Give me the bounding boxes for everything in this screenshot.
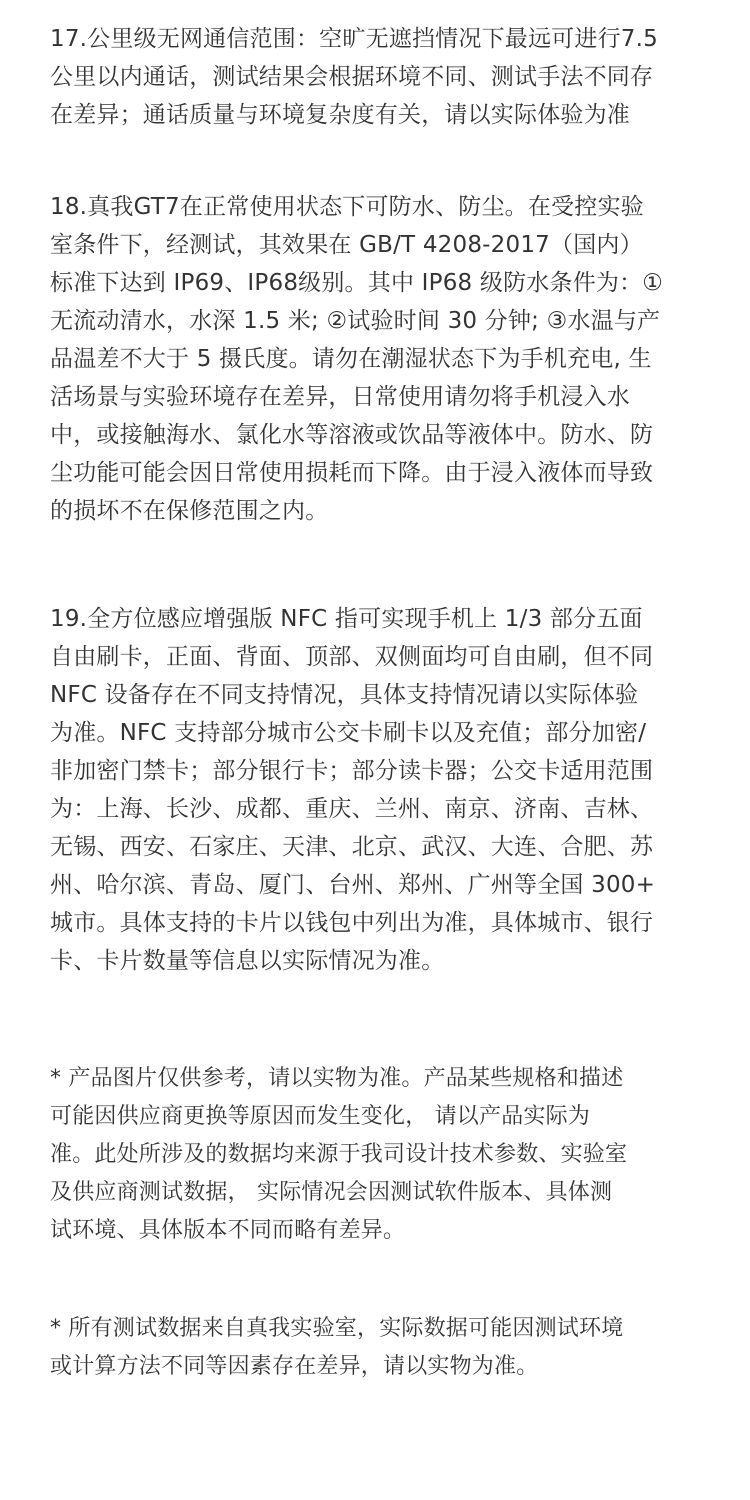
text-line: 卡、卡片数量等信息以实际情况为准。	[50, 948, 445, 974]
text-line: 及供应商测试数据， 实际情况会因测试软件版本、具体测	[50, 1180, 613, 1205]
text-line: 为：上海、长沙、成都、重庆、兰州、南京、济南、吉林、	[50, 796, 654, 822]
text-line: 中，或接触海水、氯化水等溶液或饮品等液体中。防水、防	[50, 422, 654, 448]
text-line: 19.全方位感应增强版 NFC 指可实现手机上 1/3 部分五面	[50, 606, 643, 632]
text-line: 公里以内通话，测试结果会根据环境不同、测试手法不同存	[50, 64, 654, 90]
text-line: * 产品图片仅供参考，请以实物为准。产品某些规格和描述	[50, 1066, 624, 1091]
disclaimer-test-data	[50, 1310, 710, 1386]
text-line: 准。此处所涉及的数据均来源于我司设计技术参数、实验室	[50, 1142, 628, 1167]
text-line: 17.公里级无网通信范围：空旷无遮挡情况下最远可进行7.5	[50, 26, 658, 52]
text-line: 自由刷卡，正面、背面、顶部、双侧面均可自由刷，但不同	[50, 644, 654, 670]
text-line: 州、哈尔滨、青岛、厦门、台州、郑州、广州等全国 300+	[50, 872, 656, 898]
footnote-17-range	[50, 20, 710, 134]
text-line: 尘功能可能会因日常使用损耗而下降。由于浸入液体而导致	[50, 460, 654, 486]
disclaimer-product-images	[50, 1060, 710, 1250]
text-line: 无流动清水，水深 1.5 米; ②试验时间 30 分钟; ③水温与产	[50, 308, 661, 334]
text-line: 试环境、具体版本不同而略有差异。	[50, 1218, 406, 1243]
text-line: NFC 设备存在不同支持情况，具体支持情况请以实际体验	[50, 682, 639, 708]
text-line: 可能因供应商更换等原因而发生变化， 请以产品实际为	[50, 1104, 590, 1129]
text-line: 活场景与实验环境存在差异，日常使用请勿将手机浸入水	[50, 384, 630, 410]
text-line: 为准。NFC 支持部分城市公交卡刷卡以及充值；部分加密/	[50, 720, 647, 746]
text-line: 18.真我GT7在正常使用状态下可防水、防尘。在受控实验	[50, 194, 644, 220]
text-line: 非加密门禁卡；部分银行卡；部分读卡器；公交卡适用范围	[50, 758, 654, 784]
text-line: 城市。具体支持的卡片以钱包中列出为准，具体城市、银行	[50, 910, 654, 936]
footnote-19-nfc	[50, 600, 710, 980]
footnote-18-waterproof	[50, 188, 710, 530]
text-line: 品温差不大于 5 摄氏度。请勿在潮湿状态下为手机充电, 生	[50, 346, 652, 372]
text-line: * 所有测试数据来自真我实验室，实际数据可能因测试环境	[50, 1316, 624, 1341]
text-line: 在差异；通话质量与环境复杂度有关，请以实际体验为准	[50, 102, 630, 128]
text-line: 或计算方法不同等因素存在差异，请以实物为准。	[50, 1354, 539, 1379]
text-line: 无锡、西安、石家庄、天津、北京、武汉、大连、合肥、苏	[50, 834, 654, 860]
text-line: 室条件下，经测试，其效果在 GB/T 4208-2017（国内）	[50, 232, 643, 258]
text-line: 的损坏不在保修范围之内。	[50, 498, 329, 524]
text-line: 标准下达到 IP69、IP68级别。其中 IP68 级防水条件为：①	[50, 270, 664, 296]
